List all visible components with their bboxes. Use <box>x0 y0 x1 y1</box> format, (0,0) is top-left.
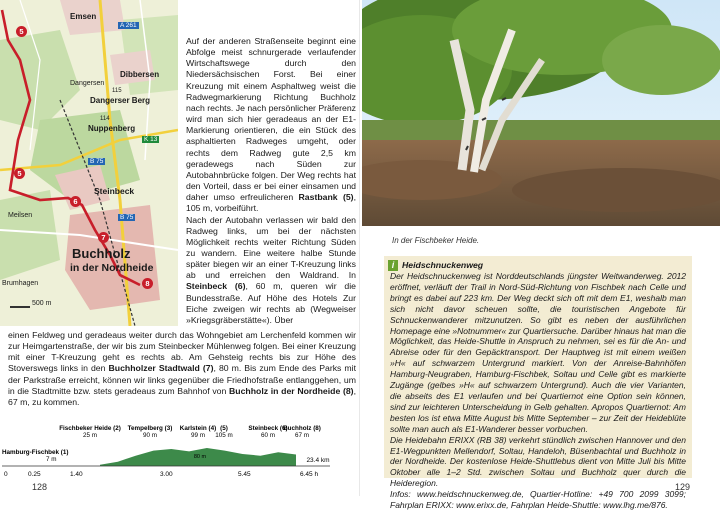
map-label-dangersen: Dangersen <box>70 80 105 87</box>
map-label-buchholz: Buchholz <box>72 246 131 261</box>
map-label-nuppenberg: Nuppenberg <box>88 124 136 133</box>
map-label-emsen: Emsen <box>70 12 97 21</box>
profile-station-elev-4: 105 m <box>215 432 233 439</box>
page-number-right: 129 <box>674 482 690 492</box>
heath-photo <box>362 0 720 226</box>
photo-caption: In der Fischbeker Heide. <box>392 236 480 245</box>
profile-station-elev-1: 25 m <box>83 432 97 439</box>
page-number-left: 128 <box>32 482 48 492</box>
paragraph-1 <box>186 36 356 215</box>
full-text-part-1: einen Feldweg und geradeaus weiter durch das Wohngebiet am Lerchenfeld kommen wir zur Heimgartenstraße, der wir bis zum Steinbecker Mühlenweg folgen. Bei einer Kreuzung mit einer T-Kreuzung geht es rechts ab. Am Gehsteig rechts bis zur Höhe des Stoverswegs links in den <box>8 330 356 374</box>
full-width-text <box>8 330 356 408</box>
right-page <box>360 0 720 511</box>
left-page <box>0 0 360 496</box>
profile-time-tick-3: 1.40 <box>70 471 83 478</box>
steinbeck-label: Steinbeck (6) <box>186 281 246 292</box>
profile-start-name: Hamburg-Fischbek (1) <box>2 449 69 456</box>
map-label-nordheide: in der Nordheide <box>70 262 154 274</box>
profile-station-6: Buchholz (8) <box>283 425 321 432</box>
profile-time-tick-1: 0 <box>4 471 8 478</box>
rastbank-rest: , 105 m, vorbeiführt. <box>186 192 356 214</box>
map-label-brumhagen: Brumhagen <box>2 280 39 287</box>
profile-station-5: Steinbeck (6) <box>248 425 288 432</box>
profile-time-tick-6: 6.45 h <box>300 471 319 478</box>
map-road-a261: A 261 <box>120 22 137 29</box>
full-text-end: , 67 m, zu kommen. <box>8 385 356 407</box>
profile-time-tick-4: 3.00 <box>160 471 173 478</box>
waypoint-5b-marker: 5 <box>14 168 25 179</box>
profile-station-elev-2: 90 m <box>143 432 157 439</box>
profile-station-1: Fischbeker Heide (2) <box>59 425 121 432</box>
elevation-profile-chart <box>0 424 340 480</box>
map-road-b75: B 75 <box>90 158 104 165</box>
waypoint-8-marker: 8 <box>142 278 153 289</box>
info-icon: i <box>388 260 398 271</box>
map-label-steinbeck: Steinbeck <box>94 186 135 196</box>
profile-time-tick-5: 5.45 <box>238 471 251 478</box>
paragraph-2 <box>186 215 356 327</box>
waypoint-5-marker: 5 <box>16 26 27 37</box>
map-label-meilsen: Meilsen <box>8 212 33 219</box>
profile-station-2: Tempelberg (3) <box>127 425 173 432</box>
profile-distance: 23.4 km <box>306 457 330 464</box>
map-elevation-114: 114 <box>100 116 110 122</box>
waypoint-6-marker: 6 <box>70 196 81 207</box>
profile-start-elev: 7 m <box>46 456 57 463</box>
column-text <box>186 36 356 326</box>
map-label-dangerser-berg: Dangerser Berg <box>90 96 151 105</box>
map-scale-label: 500 m <box>32 300 52 307</box>
profile-station-elev-3: 99 m <box>191 432 205 439</box>
rastbank-label: Rastbank (5) <box>298 192 354 203</box>
profile-station-3: Karlstein (4) <box>179 425 217 432</box>
map-road-b75-south: B 75 <box>120 214 134 221</box>
route-map <box>0 0 178 326</box>
profile-station-elev-6: 67 m <box>295 432 309 439</box>
info-paragraph-3: Infos: www.heidschnuckenweg.de, Quartier-Hotline: +49 700 2099 3099; Fahrplan ERIXX: www.erixx.de, Fahrplan Heide-Shuttle: www.lhg.me/876. <box>390 489 686 511</box>
profile-station-elev-5: 60 m <box>261 432 275 439</box>
info-title: Heidschnuckenweg <box>402 260 484 270</box>
buchholz-label: Buchholz in der Nordheide (8) <box>229 385 354 396</box>
paragraph-2-start: Nach der Autobahn verlassen wir bald den Radweg links, um bei der nächsten Möglichkeit rechts weiter Richtung Süden zu wandern. Eine weitere halbe Stunde später biegen wir an einer T-Kreuzung links ab und erreichen den Waldrand. In <box>186 214 356 281</box>
map-elevation-115: 115 <box>112 88 122 94</box>
full-text-part-2: , 80 m. Bis zum Ende des Parks mit der Parkstraße erreicht, können wir links gegenüber die Friedhofstraße entlanggehen, um in die Stadtmitte bzw. stets geradeaus zum Bahnhof von <box>8 363 357 396</box>
profile-station-4: (5) <box>220 425 228 432</box>
waypoint-7-marker: 7 <box>98 232 109 243</box>
map-road-k13: K 13 <box>144 136 158 143</box>
elevation-profile <box>0 424 340 480</box>
profile-time-tick-2: 0.25 <box>28 471 41 478</box>
info-paragraph-2: Die Heidebahn ERIXX (RB 38) verkehrt stündlich zwischen Hannover und den E1-Wegpunkten Mellendorf, Soltau, Handeloh, Büsenbachtal und Buchholz in der Nordheide. Der kostenlose Heide-Shuttlebus dient von Mitte Juli bis Mitte Oktober alle 1–2 Std. zwischen Soltau und Buchholz quer durch die Heideregion. <box>390 434 686 489</box>
map-label-dibbersen: Dibbersen <box>120 70 160 79</box>
profile-middle-elev: 80 m <box>193 454 207 460</box>
info-paragraph-1: Der Heidschnuckenweg ist Norddeutschlands jüngster Weitwanderweg. 2012 eröffnet, verläuft der Trail in Nord-Süd-Richtung von Fischbek nach Celle und bringt es dabei auf 223 km. Der Weg deckt sich oft mit dem E1, weshalb man sich nicht davor scheuen sollte, die touristischen Angebote für Schnuckenwanderer mitzunutzen. So gibt es neben der ausführlichen Homepage eine »Notnummer« zur Quartiersuche. Darüber hinaus hat man die Möglichkeit, das Heide-Shuttle in Anspruch zu nehmen, sei es für die An- und Abreise oder für den Gepäcktransport. Der Hauptweg ist mit einem weißen »H« auf schwarzem Untergrund markiert. Von der Anreise-Bahnhöfen Hamburg-Neugraben, Hamburg-Fischbek, Soltau und Celle gibt es markierte Zugänge (gelbes »H« auf schwarzem Untergrund). Auch die vier Varianten, die abseits des E1 verlaufen und bei Quartiernot eine Option sein können, sind zur leichteren Unterscheidung in Gelb gehalten. Apropos Quartiernot: Am besten los ist etwa Mitte August bis Mitte September – zur Zeit der Heideblüte sollte man auch als E1-Wanderer besser vorbuchen. <box>390 271 686 434</box>
paragraph-2-rest: , 60 m, queren wir die Bundesstraße. Auf Höhe des Hotels Zur Eiche zweigen wir rechts ab (Wegweiser »Kriegsgräberstätte«). Über <box>186 281 356 325</box>
heath-photo-image <box>362 0 720 226</box>
stadtwald-label: Buchholzer Stadtwald (7) <box>108 363 214 374</box>
paragraph-1-text: Auf der anderen Straßenseite beginnt eine Abfolge meist schnurgerade verlaufender Wirtschaftswege durch den Niedersächsischen Forst. Bei einer Kreuzung mit einem Asphaltweg weist die Radwegmarkierung Richtung Buchholz nach rechts. Je nach persönlicher Präferenz wird man sich hier geradeaus an der E1-Markierung orientieren, die ein Stück des asphaltierten Radweges umgeht, oder rechts dem Radweg gute 2,5 km geradewegs nach Süden zur Autobahnbrücke folgen. Der Weg rechts hat den Vorteil, dass er bei einer einsamen und daher umso erfreulicheren <box>186 36 356 203</box>
